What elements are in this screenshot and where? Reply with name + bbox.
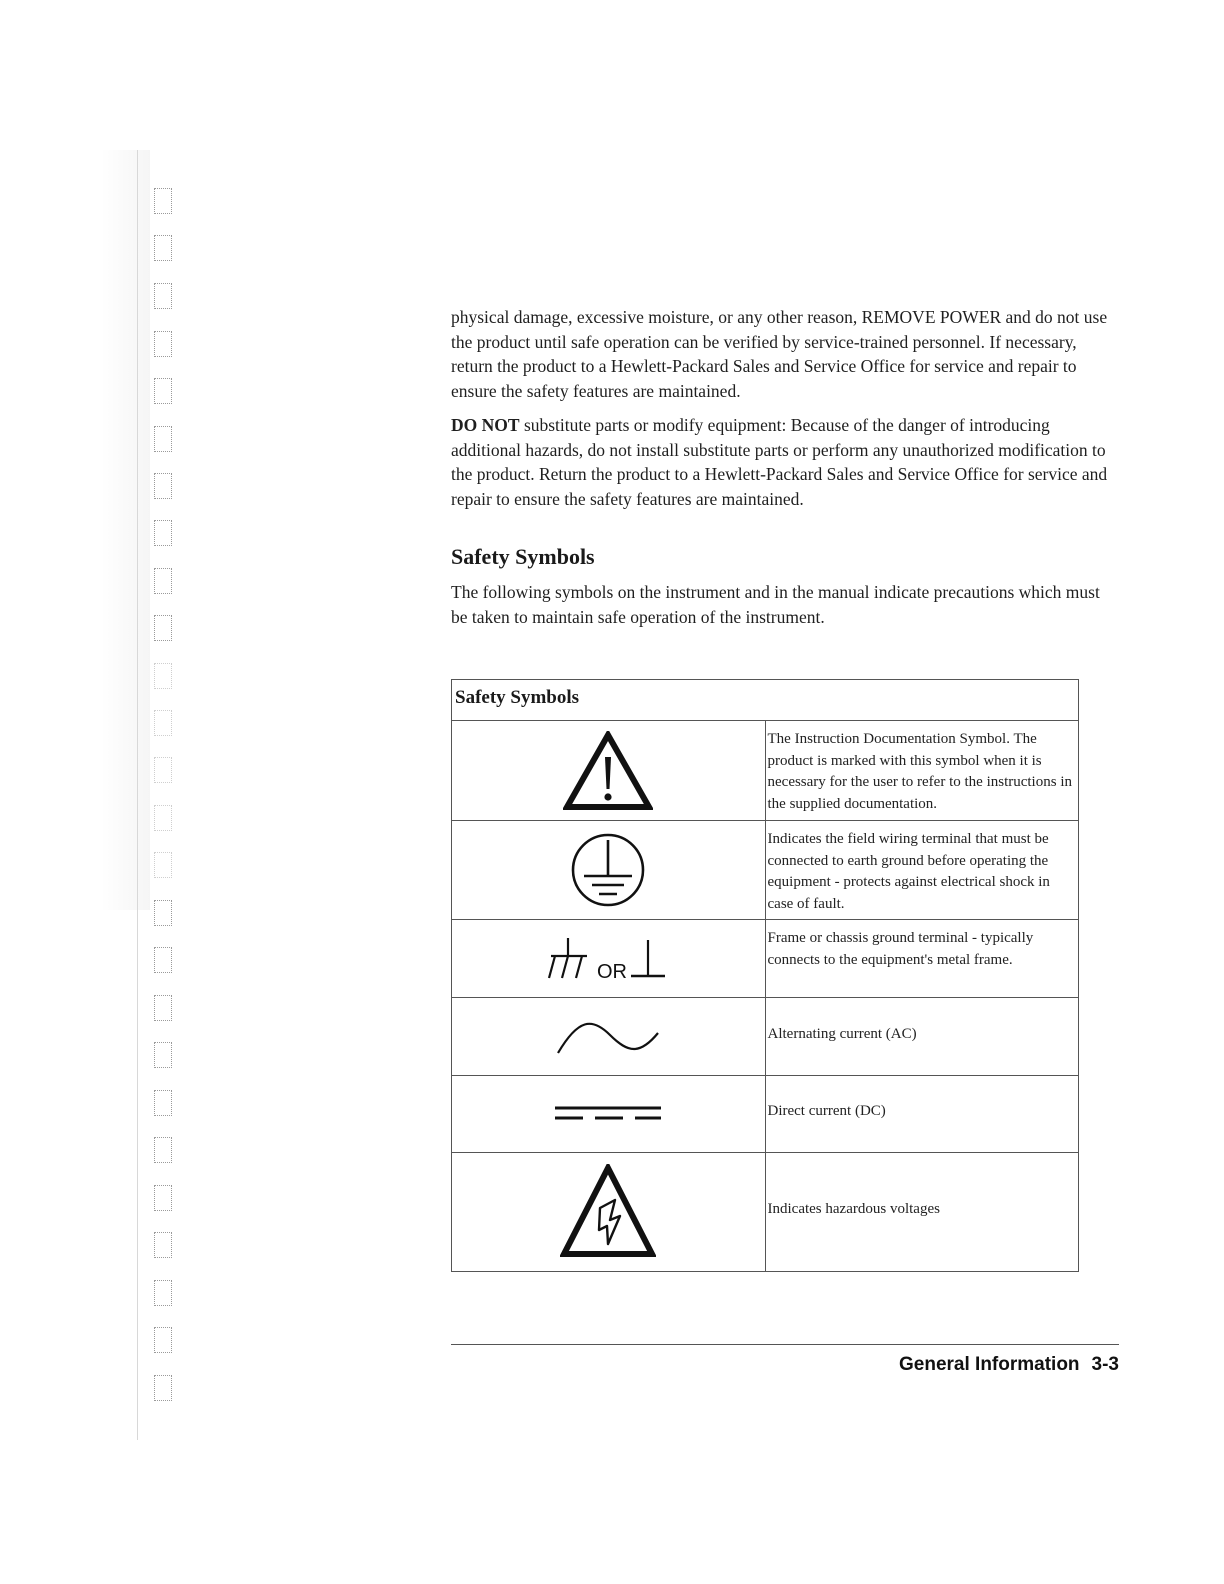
punch-hole [154,473,172,499]
paragraph-symbols-intro: The following symbols on the instrument and in the manual indicate precautions which must be taken to maintain safe operation of the instrument. [451,582,1100,627]
direct-current-icon [553,1102,663,1126]
symbol-description: Alternating current (AC) [765,998,1079,1076]
punch-hole [154,331,172,357]
punch-hole [154,1280,172,1306]
punch-hole [154,1090,172,1116]
table-header: Safety Symbols [452,680,1079,721]
symbol-cell [452,821,766,920]
punch-hole [154,1232,172,1258]
chassis-ground-icon [543,934,673,984]
table-header-row [452,680,1079,721]
punch-hole [154,757,172,783]
punch-hole [154,378,172,404]
symbol-cell [452,998,766,1076]
punch-hole [154,805,172,831]
punch-hole [154,663,172,689]
table-row [452,1076,1079,1153]
punch-hole [154,947,172,973]
high-voltage-icon [560,1164,656,1260]
punch-hole [154,1375,172,1401]
symbol-cell [452,721,766,821]
paragraph-remove-power: physical damage, excessive moisture, or any other reason, REMOVE POWER and do not use the product until safe operation can be verified by service-trained personnel. If necessary, return the product to a Hewlett-Packard Sales and Service Office for service and repair to ensure the safety features are maintained. [451,307,1108,401]
table-row [452,721,1079,821]
punch-hole [154,1185,172,1211]
table-row [452,920,1079,998]
symbol-description: Direct current (DC) [765,1076,1079,1153]
footer-rule [451,1344,1119,1345]
symbol-cell [452,1076,766,1153]
punch-hole [154,426,172,452]
do-not-text: substitute parts or modify equipment: Because of the danger of introducing additional hazards, do not install substitute parts or perform any unauthorized modification to the product. Return the product to a Hewlett-Packard Sales and Service Office for service and repair to ensure the safety features are maintained. [451,415,1108,509]
punch-hole [154,188,172,214]
caution-triangle-icon [563,731,653,811]
symbol-description: Indicates the field wiring terminal that must be connected to earth ground before operating the equipment - protects against electrical shock in case of fault. [765,821,1079,920]
alternating-current-icon [552,1015,664,1059]
safety-symbols-table [451,679,1079,1272]
symbol-description: Frame or chassis ground terminal - typically connects to the equipment's metal frame. [765,920,1079,998]
punch-hole [154,1137,172,1163]
punch-hole [154,615,172,641]
page-content [451,305,1111,639]
binder-margin-line [137,150,138,1440]
symbol-cell [452,920,766,998]
do-not-emphasis: DO NOT [451,415,520,435]
table-row [452,998,1079,1076]
symbol-description: Indicates hazardous voltages [765,1153,1079,1272]
punch-hole [154,900,172,926]
punch-hole [154,520,172,546]
protective-earth-icon [568,830,648,910]
symbol-description: The Instruction Documentation Symbol. The product is marked with this symbol when it is necessary for the user to refer to the instructions in the supplied documentation. [765,721,1079,821]
table-row [452,1153,1079,1272]
punch-hole [154,852,172,878]
punch-hole [154,1327,172,1353]
footer-page-number: 3-3 [1091,1354,1119,1375]
page-footer [899,1354,1119,1376]
or-label: OR [597,960,628,983]
punch-hole [154,710,172,736]
punch-hole [154,568,172,594]
table-row [452,821,1079,920]
symbol-cell [452,1153,766,1272]
paragraph-do-not-substitute [451,413,1111,511]
binder-margin-shade [100,150,150,910]
punch-hole [154,283,172,309]
punch-hole [154,995,172,1021]
section-heading: Safety Symbols [451,544,595,569]
footer-section-title: General Information [899,1354,1080,1375]
punch-hole [154,235,172,261]
punch-hole [154,1042,172,1068]
